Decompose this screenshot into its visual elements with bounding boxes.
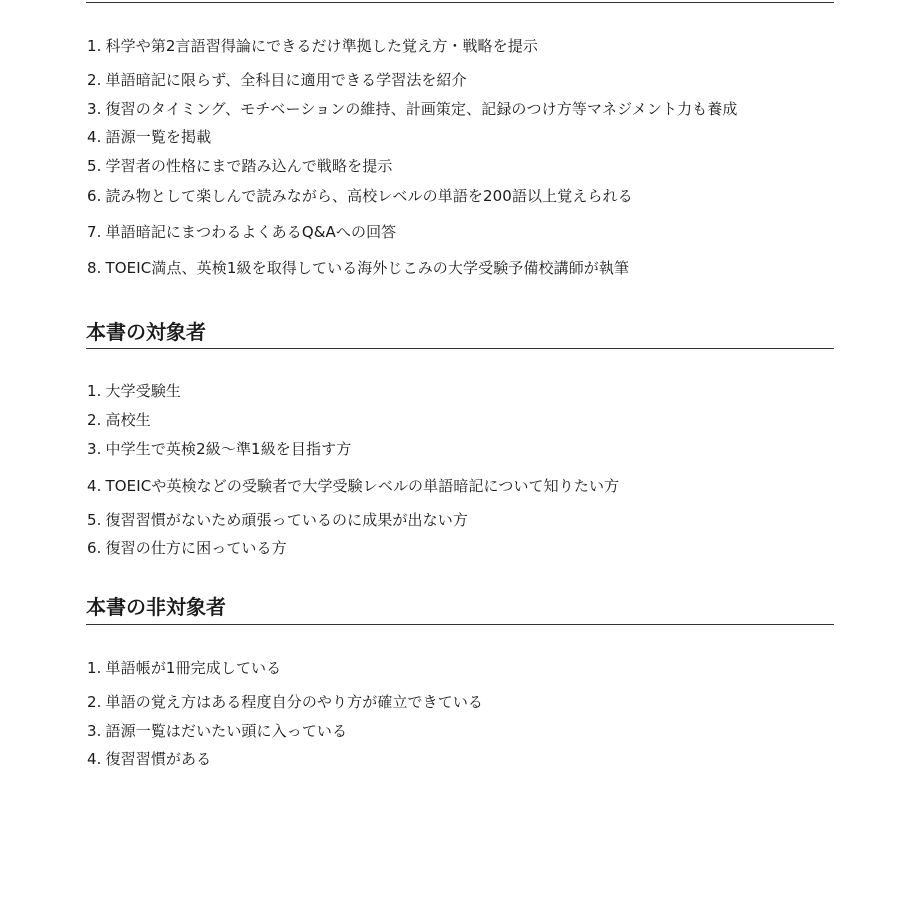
- section-divider: [86, 2, 834, 3]
- list-item: 4. 復習習慣がある: [87, 750, 212, 768]
- list-item: 5. 学習者の性格にまで踏み込んで戦略を提示: [87, 157, 393, 175]
- list-item: 6. 読み物として楽しんで読みながら、高校レベルの単語を200語以上覚えられる: [87, 187, 633, 205]
- list-item: 2. 高校生: [87, 411, 151, 429]
- list-item: 4. 語源一覧を掲載: [87, 128, 212, 146]
- list-item: 4. TOEICや英検などの受験者で大学受験レベルの単語暗記について知りたい方: [87, 477, 620, 495]
- list-item: 5. 復習習慣がないため頑張っているのに成果が出ない方: [87, 511, 468, 529]
- list-item: 3. 復習のタイミング、モチベーションの維持、計画策定、記録のつけ方等マネジメント力も養成: [87, 100, 738, 118]
- list-item: 6. 復習の仕方に困っている方: [87, 539, 287, 557]
- list-item: 1. 科学や第2言語習得論にできるだけ準拠した覚え方・戦略を提示: [87, 37, 538, 55]
- list-item: 1. 単語帳が1冊完成している: [87, 659, 282, 677]
- list-item: 3. 中学生で英検2級〜準1級を目指す方: [87, 440, 352, 458]
- list-item: 1. 大学受験生: [87, 382, 182, 400]
- heading-underline: [86, 624, 834, 625]
- list-item: 7. 単語暗記にまつわるよくあるQ&Aへの回答: [87, 223, 397, 241]
- section-heading-non-target: 本書の非対象者: [86, 595, 226, 619]
- list-item: 3. 語源一覧はだいたい頭に入っている: [87, 722, 348, 740]
- list-item: 2. 単語の覚え方はある程度自分のやり方が確立できている: [87, 693, 484, 711]
- list-item: 2. 単語暗記に限らず、全科目に適用できる学習法を紹介: [87, 71, 467, 89]
- list-item: 8. TOEIC満点、英検1級を取得している海外じこみの大学受験予備校講師が執筆: [87, 259, 630, 277]
- section-heading-target: 本書の対象者: [86, 320, 206, 344]
- heading-underline: [86, 348, 834, 349]
